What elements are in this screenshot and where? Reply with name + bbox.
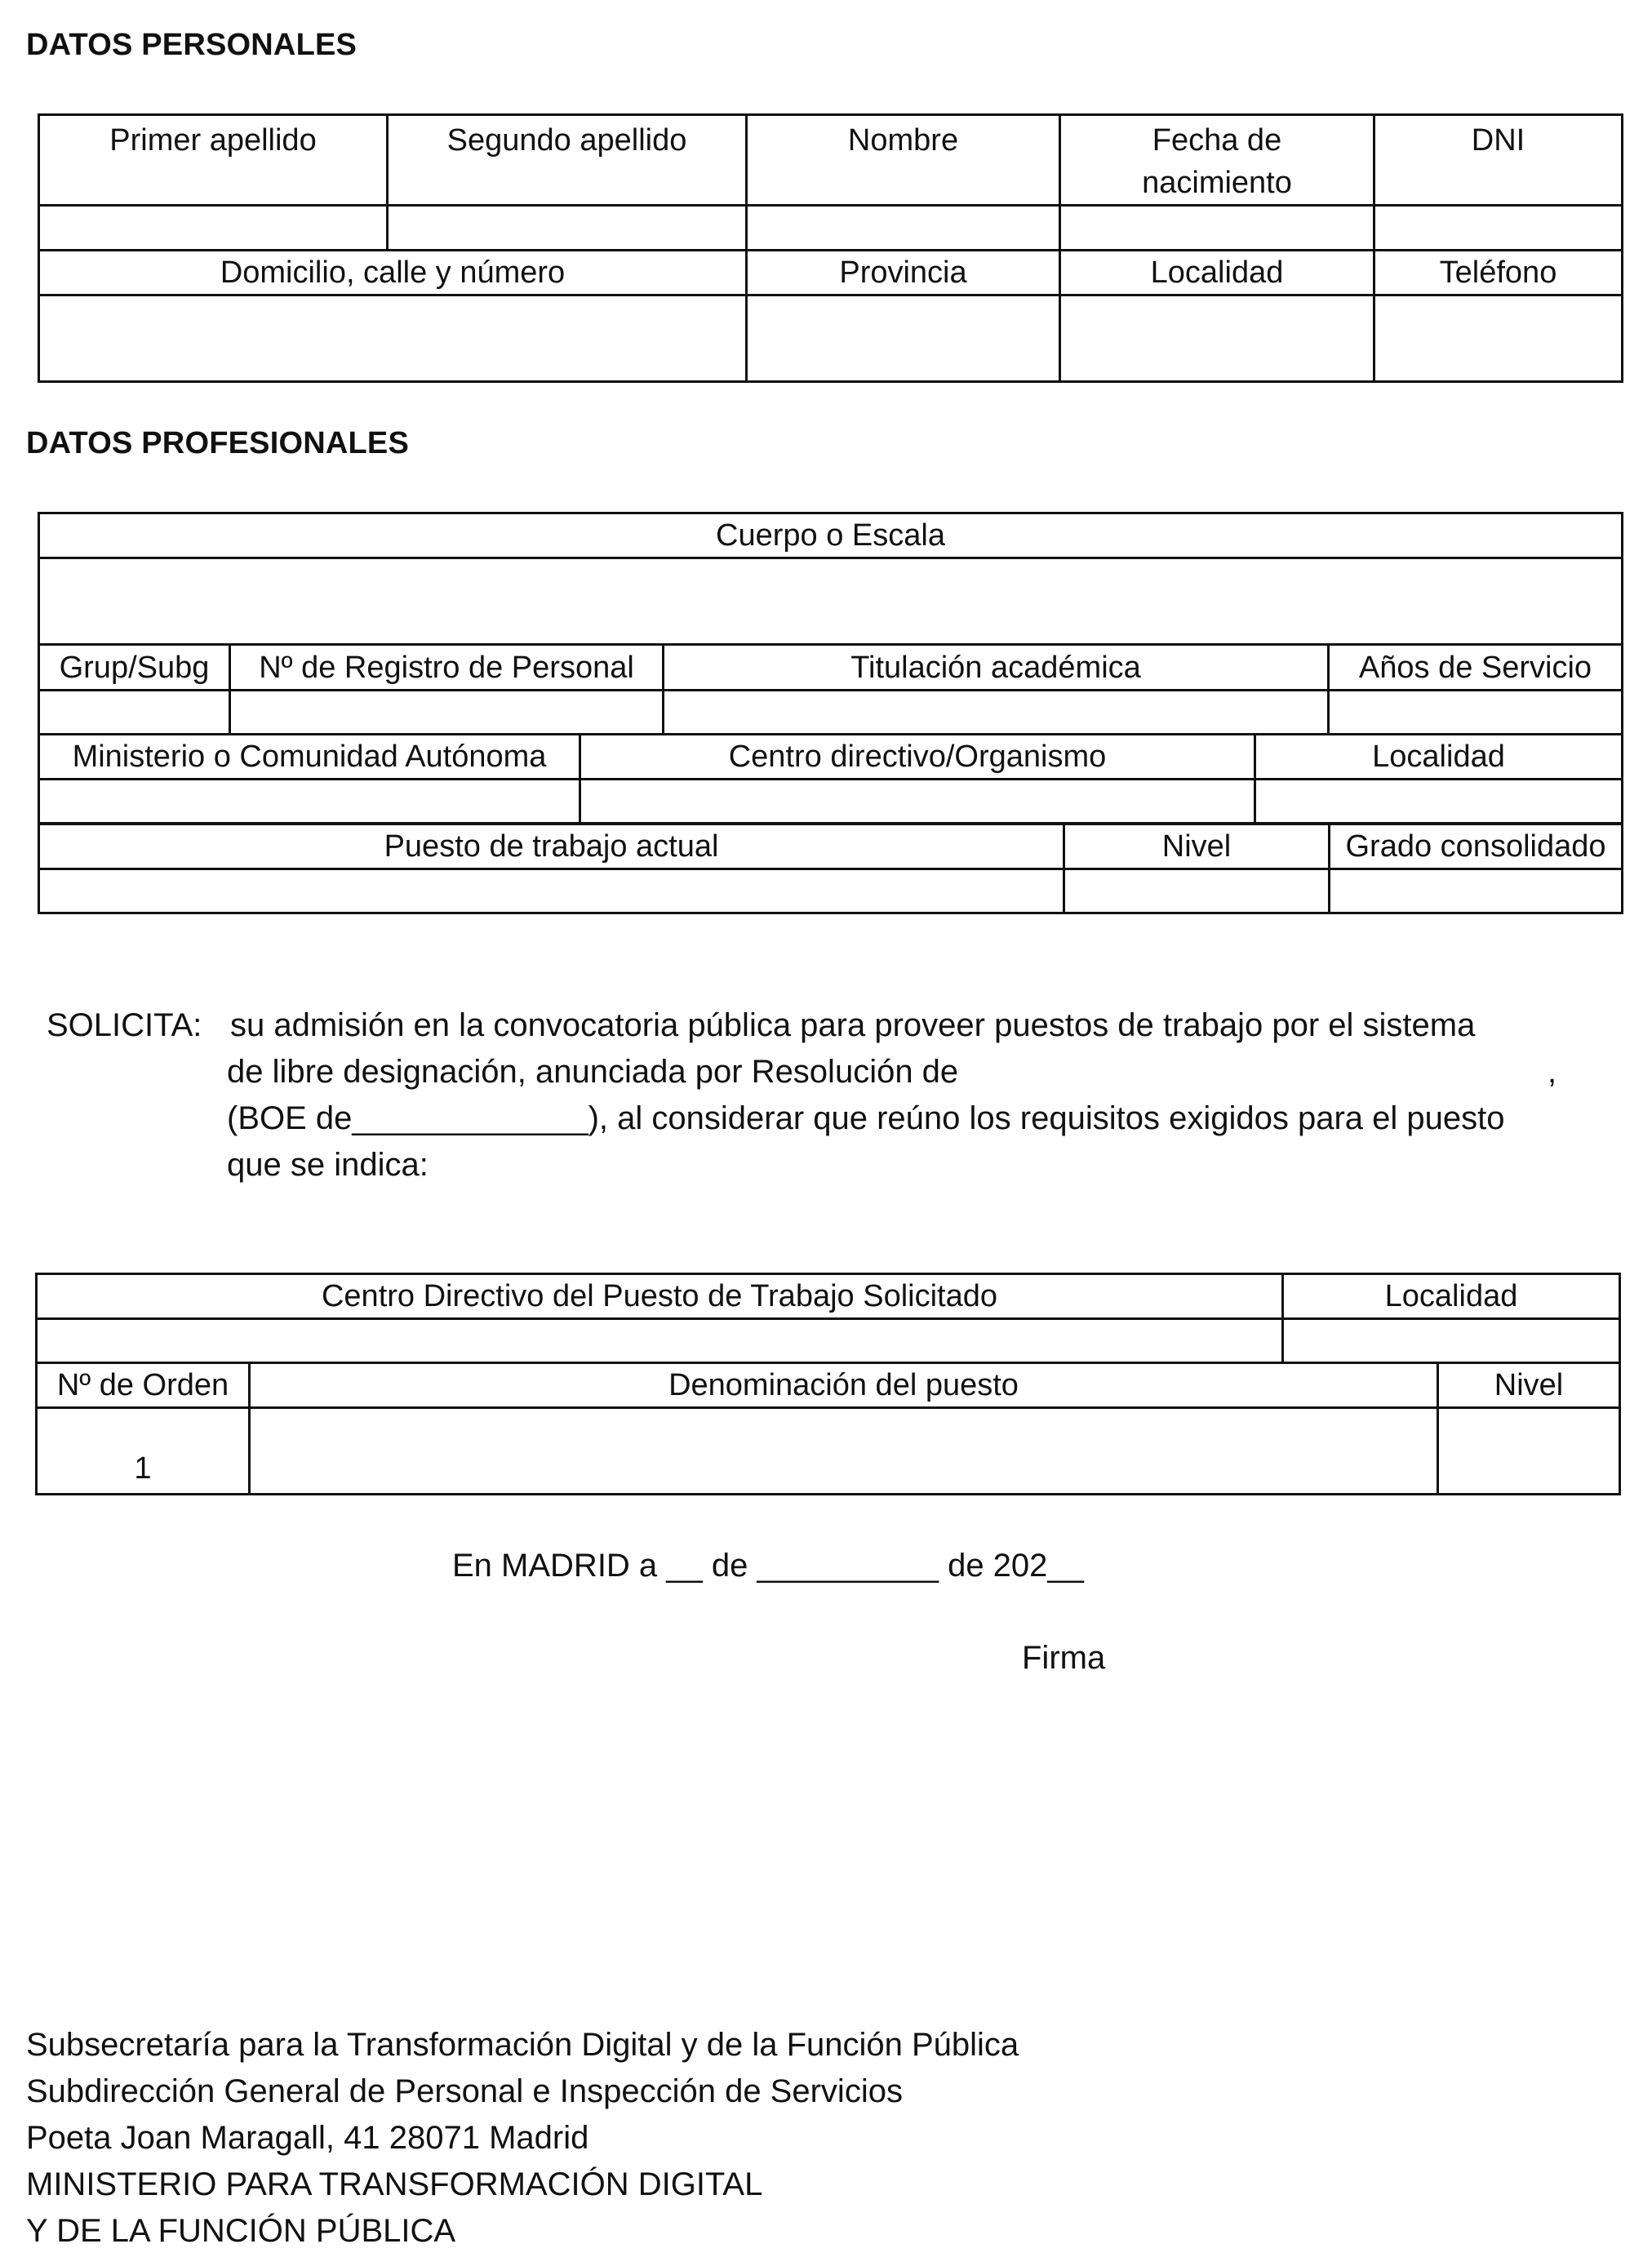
footer-line: MINISTERIO PARA TRANSFORMACIÓN DIGITAL — [26, 2166, 763, 2202]
order-number: 1 — [37, 1408, 250, 1495]
header-denominacion-puesto: Denominación del puesto — [250, 1363, 1438, 1408]
solicita-label: SOLICITA: — [47, 1007, 202, 1043]
footer-line: Subsecretaría para la Transformación Digital y de la Función Pública — [26, 2027, 1019, 2063]
field-dni[interactable] — [1374, 206, 1623, 251]
solicita-line-3: (BOE de_____________), al considerar que reúno los requisitos exigidos para el puesto — [227, 1100, 1505, 1136]
field-denominacion-puesto[interactable] — [250, 1408, 1438, 1495]
header-primer-apellido: Primer apellido — [39, 115, 388, 206]
section-heading-personal: DATOS PERSONALES — [26, 28, 357, 62]
header-localidad-solicitado: Localidad — [1283, 1274, 1620, 1319]
header-nivel: Nivel — [1064, 824, 1330, 869]
field-grado-consolidado[interactable] — [1330, 869, 1623, 913]
field-telefono[interactable] — [1374, 295, 1623, 382]
field-registro-personal[interactable] — [230, 691, 664, 735]
solicita-line-2: de libre designación, anunciada por Resolución de — [227, 1054, 959, 1090]
field-nivel[interactable] — [1064, 869, 1330, 913]
header-fecha-nacimiento: Fecha de nacimiento — [1060, 115, 1374, 206]
field-titulacion[interactable] — [664, 691, 1329, 735]
footer-line: Poeta Joan Maragall, 41 28071 Madrid — [26, 2120, 589, 2156]
field-centro-directivo-solicitado[interactable] — [37, 1319, 1283, 1363]
header-telefono: Teléfono — [1374, 251, 1623, 295]
request-table — [35, 1273, 1621, 1364]
professional-ministerio-table — [38, 733, 1623, 824]
field-centro-directivo[interactable] — [580, 780, 1255, 824]
field-segundo-apellido[interactable] — [388, 206, 747, 251]
header-anos-servicio: Años de Servicio — [1329, 645, 1623, 691]
signature-label: Firma — [1022, 1640, 1106, 1676]
field-ministerio[interactable] — [39, 780, 580, 824]
field-domicilio[interactable] — [39, 295, 747, 382]
header-titulacion: Titulación académica — [664, 645, 1329, 691]
header-localidad: Localidad — [1060, 251, 1374, 295]
header-cuerpo-escala: Cuerpo o Escala — [39, 513, 1623, 558]
field-localidad-prof[interactable] — [1255, 780, 1623, 824]
header-domicilio: Domicilio, calle y número — [39, 251, 747, 295]
solicita-line-1: su admisión en la convocatoria pública para proveer puestos de trabajo por el sistema — [230, 1007, 1476, 1043]
header-grado-consolidado: Grado consolidado — [1330, 824, 1623, 869]
header-centro-directivo: Centro directivo/Organismo — [580, 735, 1255, 780]
personal-data-table — [38, 113, 1623, 383]
header-centro-directivo-solicitado: Centro Directivo del Puesto de Trabajo Solicitado — [37, 1274, 1283, 1319]
field-nombre[interactable] — [747, 206, 1060, 251]
professional-puesto-table — [38, 823, 1623, 914]
footer-line: Y DE LA FUNCIÓN PÚBLICA — [26, 2213, 456, 2249]
field-puesto-actual[interactable] — [39, 869, 1064, 913]
field-provincia[interactable] — [747, 295, 1060, 382]
field-fecha-nacimiento[interactable] — [1060, 206, 1374, 251]
header-provincia: Provincia — [747, 251, 1060, 295]
field-primer-apellido[interactable] — [39, 206, 388, 251]
field-localidad-solicitado[interactable] — [1283, 1319, 1620, 1363]
header-nivel-solicitado: Nivel — [1438, 1363, 1620, 1408]
header-registro-personal: Nº de Registro de Personal — [230, 645, 664, 691]
field-nivel-solicitado[interactable] — [1438, 1408, 1620, 1495]
field-localidad[interactable] — [1060, 295, 1374, 382]
header-ministerio: Ministerio o Comunidad Autónoma — [39, 735, 580, 780]
header-localidad-prof: Localidad — [1255, 735, 1623, 780]
professional-data-table — [38, 512, 1623, 735]
request-puesto-table — [35, 1362, 1621, 1495]
solicita-line-2-comma: , — [1548, 1054, 1557, 1090]
field-cuerpo-escala[interactable] — [39, 558, 1623, 645]
header-segundo-apellido: Segundo apellido — [388, 115, 747, 206]
header-grup-subg: Grup/Subg — [39, 645, 230, 691]
header-nombre: Nombre — [747, 115, 1060, 206]
solicita-line-4: que se indica: — [227, 1147, 429, 1183]
header-puesto-actual: Puesto de trabajo actual — [39, 824, 1064, 869]
date-line: En MADRID a __ de __________ de 202__ — [452, 1548, 1084, 1584]
field-grup-subg[interactable] — [39, 691, 230, 735]
footer-address — [26, 2022, 1019, 2255]
field-anos-servicio[interactable] — [1329, 691, 1623, 735]
header-numero-orden: Nº de Orden — [37, 1363, 250, 1408]
section-heading-professional: DATOS PROFESIONALES — [26, 426, 410, 460]
header-dni: DNI — [1374, 115, 1623, 206]
footer-line: Subdirección General de Personal e Inspección de Servicios — [26, 2073, 903, 2109]
